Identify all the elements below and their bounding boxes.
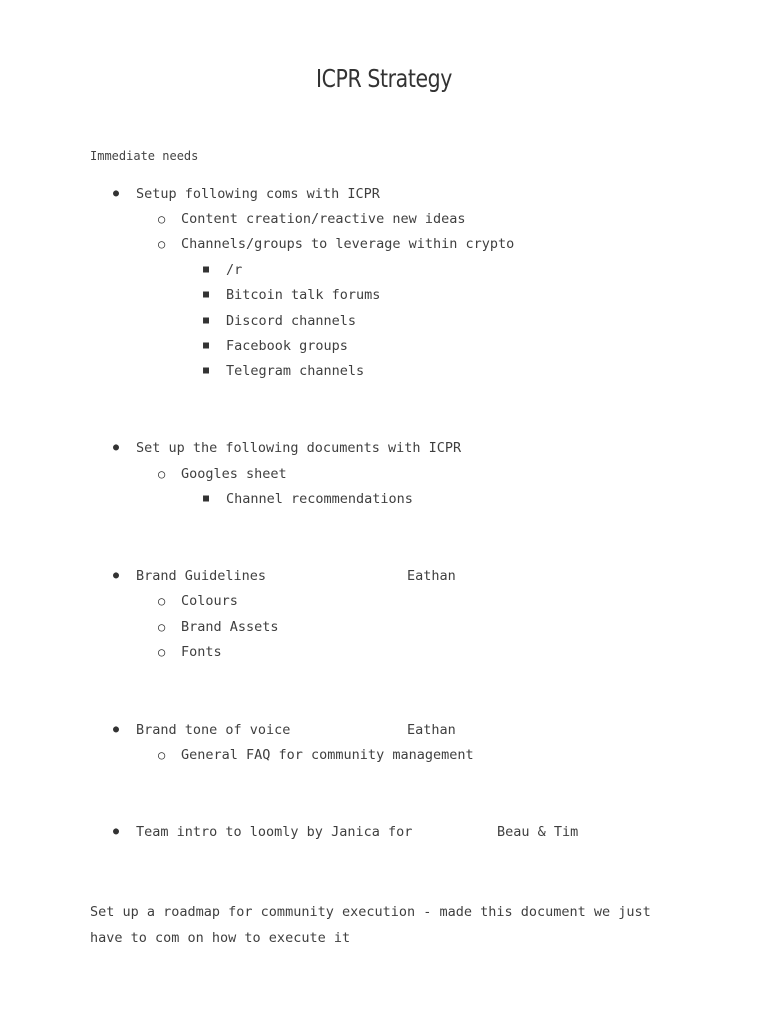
owner-label: Eathan: [407, 722, 456, 738]
bullet-level3: ■: [203, 365, 210, 376]
list-item: Colours: [181, 593, 238, 609]
bullet-level2: ○: [158, 645, 166, 659]
list-item: Channel recommendations: [226, 491, 413, 507]
list-item: Setup following coms with ICPR: [136, 186, 380, 202]
list-item: Set up the following documents with ICPR: [136, 440, 462, 456]
list-item: Discord channels: [226, 313, 357, 329]
list-item: General FAQ for community management: [181, 747, 474, 763]
bullet-level3: ■: [203, 493, 210, 504]
bullet-level1: ●: [113, 826, 120, 837]
bullet-level2: ○: [158, 594, 166, 608]
list-item: Brand Guidelines: [136, 568, 267, 584]
list-item: Team intro to loomly by Janica for: [136, 824, 413, 840]
list-item: Telegram channels: [226, 363, 365, 379]
list-item: Facebook groups: [226, 338, 348, 354]
bullet-level2: ○: [158, 212, 166, 226]
document-title: ICPR Strategy: [316, 64, 452, 93]
list-item: /r: [226, 262, 243, 278]
list-item: Brand tone of voice: [136, 722, 291, 738]
footer-paragraph: Set up a roadmap for community execution - made this document we just have to com on how to execute it: [90, 904, 651, 946]
bullet-level2: ○: [158, 467, 166, 481]
list-item: Googles sheet: [181, 466, 287, 482]
bullet-level3: ■: [203, 289, 210, 300]
list-item: Fonts: [181, 644, 222, 660]
list-item: Channels/groups to leverage within crypto: [181, 236, 515, 252]
list-item: Brand Assets: [181, 619, 279, 635]
bullet-level3: ■: [203, 315, 210, 326]
bullet-level1: ●: [113, 724, 120, 735]
bullet-level1: ●: [113, 442, 120, 453]
bullet-level1: ●: [113, 188, 120, 199]
list-item: Content creation/reactive new ideas: [181, 211, 466, 227]
owner-label: Eathan: [407, 568, 456, 584]
bullet-level1: ●: [113, 570, 120, 581]
bullet-level3: ■: [203, 340, 210, 351]
bullet-level2: ○: [158, 237, 166, 251]
section-heading: Immediate needs: [90, 149, 199, 163]
list-item: Bitcoin talk forums: [226, 287, 381, 303]
bullet-level3: ■: [203, 264, 210, 275]
owner-label: Beau & Tim: [497, 824, 579, 840]
bullet-level2: ○: [158, 620, 166, 634]
bullet-level2: ○: [158, 748, 166, 762]
